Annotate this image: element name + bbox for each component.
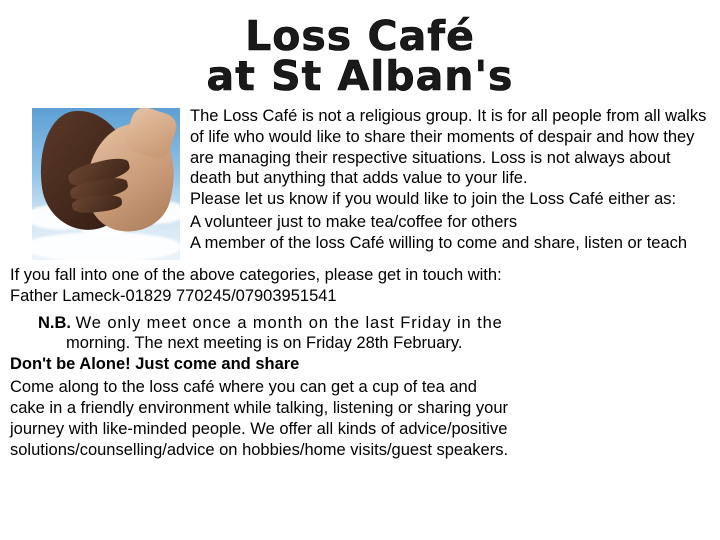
- nb-text-continued: morning. The next meeting is on Friday 28th February.: [66, 334, 463, 353]
- closing-line-3: journey with like-minded people. We offer all kinds of advice/positive: [10, 420, 508, 439]
- title-line-1: Loss Café: [245, 12, 475, 60]
- contact-details: Father Lameck-01829 770245/07903951541: [10, 286, 337, 305]
- poster-body: [10, 106, 710, 262]
- tagline: Don't be Alone! Just come and share: [10, 355, 300, 374]
- contact-line: If you fall into one of the above categories, please get in touch with:: [10, 265, 502, 284]
- nb-label: N.B.: [38, 313, 71, 332]
- closing-line-4: solutions/counselling/advice on hobbies/home visits/guest speakers.: [10, 441, 509, 460]
- closing-paragraph: [10, 377, 710, 461]
- list-item: b. A member of the loss Café willing to come and share, listen or teach: [86, 233, 710, 254]
- poster-title: [10, 6, 710, 98]
- list-item: a. A volunteer just to make tea/coffee for others: [86, 212, 710, 233]
- invite-paragraph: Please let us know if you would like to join the Loss Café either as:: [190, 190, 677, 209]
- intro-paragraph: The Loss Café is not a religious group. It is for all people from all walks of life who would like to share their moments of despair and how they are managing their respective situations. Loss is not always about death but anything that adds value to your life.: [190, 106, 707, 188]
- hands-photo: [32, 108, 180, 260]
- closing-line-2: cake in a friendly environment while talking, listening or sharing your: [10, 399, 509, 418]
- poster-lower: [10, 265, 710, 462]
- closing-line-1: Come along to the loss café where you can get a cup of tea and: [10, 378, 477, 397]
- nb-block: [10, 313, 710, 355]
- nb-text: We only meet once a month on the last Friday in the: [75, 313, 503, 332]
- title-line-2: at St Alban's: [206, 51, 514, 100]
